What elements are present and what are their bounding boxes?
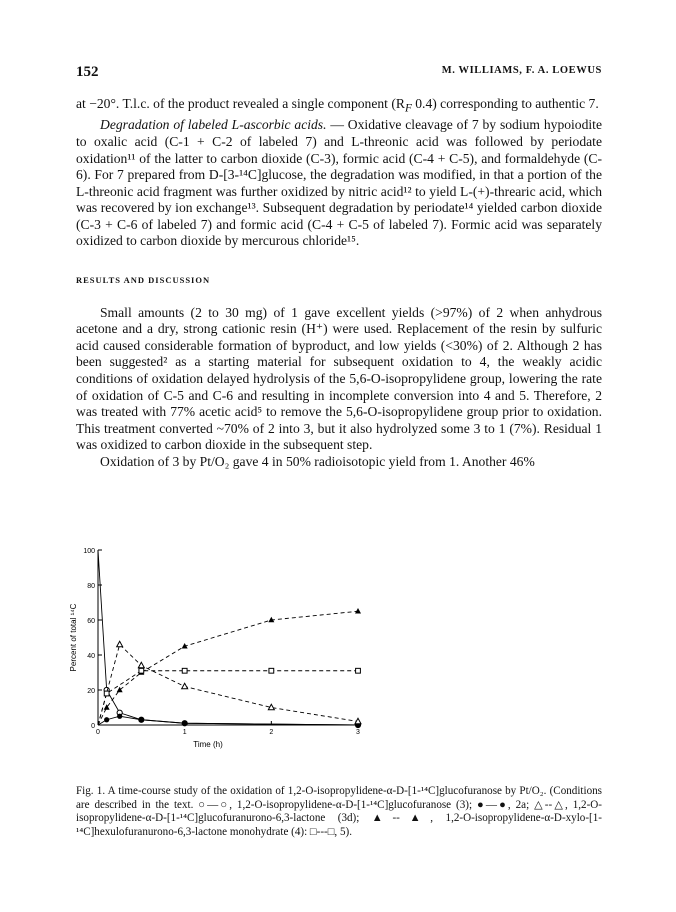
x-tick-label: 3 [356, 729, 360, 736]
y-tick-label: 20 [87, 688, 95, 695]
y-tick-label: 40 [87, 653, 95, 660]
data-point [117, 714, 122, 719]
data-point [269, 668, 274, 673]
x-axis-label: Time (h) [193, 740, 223, 749]
section-title: RESULTS AND DISCUSSION [76, 275, 211, 286]
running-authors: M. WILLIAMS, F. A. LOEWUS [441, 65, 602, 76]
y-tick-label: 100 [83, 548, 95, 555]
paragraph-1: at −20°. T.l.c. of the product revealed a single component ($R_F$ 0.4) corresponding to authentic 7. [76, 96, 599, 115]
y-tick-label: 0 [91, 723, 95, 730]
paragraph-3: Small amounts (2 to 30 mg) of 1 gave excellent yields (>97%) of 2 when anhydrous acetone and a dry, strong cationic resin (H⁺) were used. Replacement of the resin by sulfuric acid caused considerable formation of byproduct, and low yields (<30%) of 2. Although 2 has been suggested² as a starting material for subsequent oxidation to 4, the weakly acidic conditions of oxidation delayed hydrolysis of the 5,6-O-isopropylidene group, lowering the rate of oxidation of C-5 and C-6 and resulting in incomplete conversion into 4 and 5. Therefore, 2 was treated with 77% acetic acid⁵ to remove the 5,6-O-isopropylidene group prior to oxidation. This treatment converted ~70% of 2 into 3, but it also hydrolyzed some 3 to 1 (7%). Residual 1 was oxidized to carbon dioxide in the subsequent step. [76, 304, 602, 453]
data-point [138, 662, 144, 667]
data-point [139, 717, 144, 722]
data-point [182, 683, 188, 688]
time-course-chart [60, 540, 390, 770]
series-line [98, 671, 358, 725]
data-point [117, 641, 123, 646]
series-line [98, 716, 358, 725]
x-tick-label: 2 [269, 729, 274, 736]
data-point [182, 668, 187, 673]
paragraph-heading: Degradation of labeled L-ascorbic acids. [100, 117, 327, 133]
data-point [182, 721, 187, 726]
x-tick-label: 1 [182, 729, 187, 736]
series-line [98, 611, 358, 725]
main-text [76, 96, 602, 471]
page-number: 152 [76, 64, 99, 80]
data-point [117, 687, 123, 692]
y-tick-label: 80 [87, 583, 95, 590]
y-axis-label: Percent of total ¹⁴C [69, 603, 78, 672]
x-tick-label: 0 [96, 729, 100, 736]
data-point [139, 668, 144, 673]
data-point [356, 668, 361, 673]
figure-caption: Fig. 1. A time-course study of the oxidation of 1,2-O-isopropylidene-α-D-[1-¹⁴C]glucofuranose by Pt/O₂. (Conditions are described in the text. ○—○, 1,2-O-isopropylidene-α-D-[1-¹⁴C]glucofuranose (3); ●—●, 2a; △--△, 1,2-O-isopropylidene-α-D-[1-¹⁴C]glucofuranurono-6,3-lactone (3d); ▲--▲, 1,2-O-isopropylidene-α-D-xylo-[1-¹⁴C]hexulofuranurono-6,3-lactone monohydrate (4): □---□, 5). [76, 785, 602, 838]
series-line [98, 550, 358, 725]
paragraph-2: Degradation of labeled L-ascorbic acids. — Oxidative cleavage of 7 by sodium hypoiodite to oxalic acid (C-1 + C-2 of labeled 7) and L-threonic acid was followed by periodate oxidation¹¹ of the latter to carbon dioxide (C-3), formic acid (C-4 + C-5), and formaldehyde (C-6). For 7 prepared from D-[3-¹⁴C]glucose, the degradation was modified, in that a portion of the L-threonic acid fragment was further oxidized by nitric acid¹² to yield L-(+)-threaric acid, which was recovered by ion exchange¹³. Subsequent degradation by periodate¹⁴ yielded carbon dioxide (C-3 + C-6 of labeled 7) and formic acid (C-4 + C-5 of labeled 7). Formic acid was separately oxidized to carbon dioxide by mercurous chloride¹⁵. [76, 117, 602, 249]
y-tick-label: 60 [87, 618, 95, 625]
page-header [76, 64, 602, 84]
series-line [98, 645, 358, 726]
data-point [104, 691, 109, 696]
data-point [104, 717, 109, 722]
paragraph-4: Oxidation of 3 by Pt/O₂ gave 4 in 50% radioisotopic yield from 1. Another 46% [100, 454, 535, 469]
data-point [355, 608, 361, 613]
